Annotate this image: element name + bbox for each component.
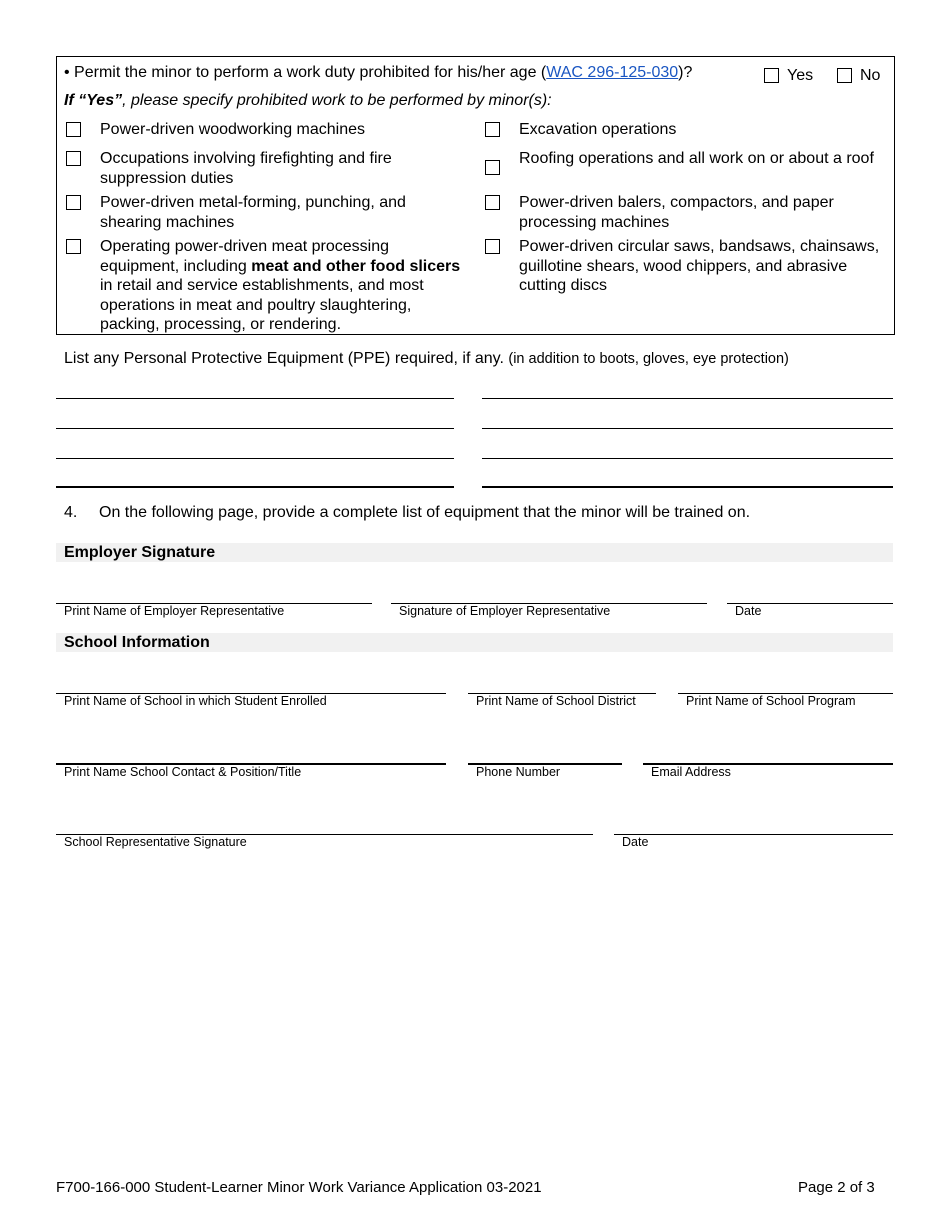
school-program-label: Print Name of School Program [686,694,856,708]
school-information-header [56,633,893,652]
metal-forming-checkbox[interactable] [66,195,81,210]
school-contact-label: Print Name School Contact & Position/Title [64,765,302,779]
duty-roofing: Roofing operations and all work on or about a roof [519,150,874,167]
ppe-line-left-1[interactable] [56,398,454,399]
employer-name-label: Print Name of Employer Representative [64,604,285,618]
duty-saws: Power-driven circular saws, bandsaws, chainsaws, guillotine shears, wood chippers, and abrasive cutting discs [519,238,880,294]
if-yes-instruction: If “Yes”, please specify prohibited work to be performed by minor(s): [64,92,552,109]
ppe-line-left-4[interactable] [56,486,454,488]
duty-balers: Power-driven balers, compactors, and paper processing machines [519,194,834,231]
duty-metal-forming: Power-driven metal-forming, punching, and shearing machines [100,194,406,231]
permit-question: • Permit the minor to perform a work duty prohibited for his/her age (WAC 296-125-030)? [64,64,693,81]
footer-page-number: Page 2 of 3 [798,1179,875,1196]
roofing-checkbox[interactable] [485,160,500,175]
saws-checkbox[interactable] [485,239,500,254]
ppe-line-left-2[interactable] [56,428,454,429]
duty-meat-processing: Operating power-driven meat processing equipment, including meat and other food slicers in retail and service establishments, and most operations in meat and poultry slaughtering, packing, processing, or rendering. [100,238,461,333]
school-name-label: Print Name of School in which Student Enrolled [64,694,327,708]
duty-firefighting: Occupations involving firefighting and fire suppression duties [100,150,392,187]
employer-date-label: Date [735,604,762,618]
employer-signature-header [56,543,893,562]
ppe-line-right-2[interactable] [482,428,893,429]
phone-number-label: Phone Number [476,765,561,779]
yes-label: Yes [787,67,814,84]
school-date-line[interactable] [614,834,893,835]
woodworking-checkbox[interactable] [66,122,81,137]
no-checkbox[interactable] [837,68,852,83]
school-information-heading: School Information [64,634,210,651]
duty-woodworking: Power-driven woodworking machines [100,121,366,138]
ppe-prompt: List any Personal Protective Equipment (PPE) required, if any. (in addition to boots, gloves, eye protection) [64,350,789,367]
employer-signature-heading: Employer Signature [64,544,216,561]
ppe-line-right-4[interactable] [482,486,893,488]
yes-checkbox[interactable] [764,68,779,83]
school-district-label: Print Name of School District [476,694,636,708]
excavation-checkbox[interactable] [485,122,500,137]
ppe-line-right-3[interactable] [482,458,893,459]
meat-processing-checkbox[interactable] [66,239,81,254]
firefighting-checkbox[interactable] [66,151,81,166]
ppe-line-right-1[interactable] [482,398,893,399]
footer-form-id: F700-166-000 Student-Learner Minor Work Variance Application 03-2021 [56,1179,542,1196]
duty-excavation: Excavation operations [519,121,677,138]
item-4-text: On the following page, provide a complete list of equipment that the minor will be trained on. [99,504,751,521]
wac-link[interactable]: WAC 296-125-030 [546,64,679,81]
email-address-label: Email Address [651,765,731,779]
school-date-label: Date [622,835,649,849]
employer-signature-label: Signature of Employer Representative [399,604,611,618]
balers-checkbox[interactable] [485,195,500,210]
item-4-number: 4. [64,504,78,521]
no-label: No [860,67,881,84]
school-signature-label: School Representative Signature [64,835,247,849]
ppe-line-left-3[interactable] [56,458,454,459]
